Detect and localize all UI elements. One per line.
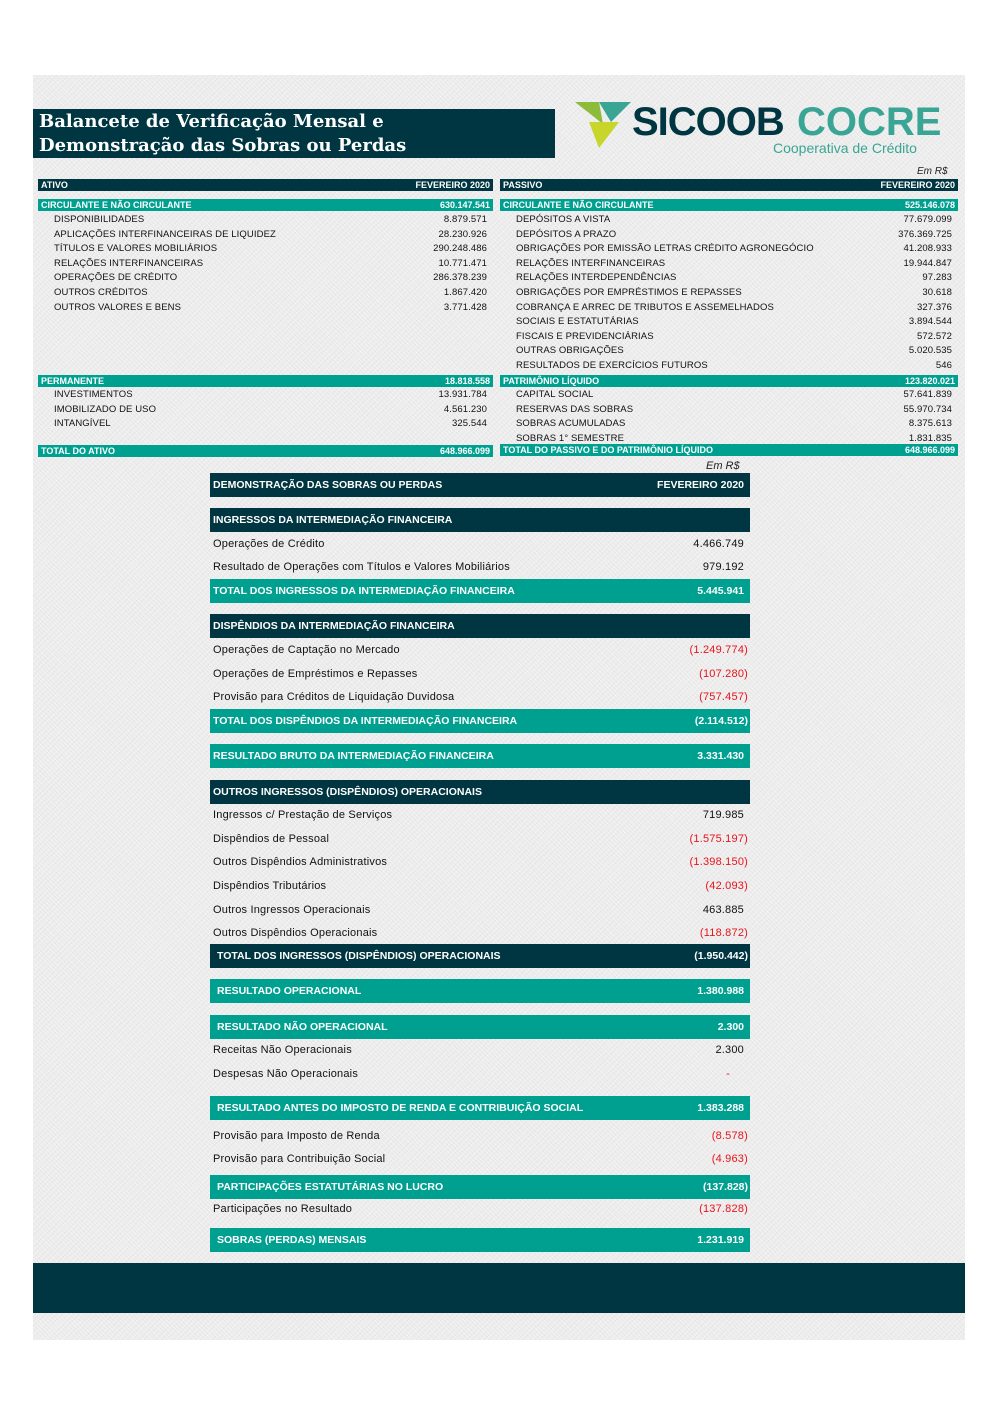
balance-line-item [516, 214, 952, 227]
item-label: SOCIAIS E ESTATUTÁRIAS [516, 316, 639, 328]
item-value: 30.618 [922, 287, 952, 298]
row-value: FEVEREIRO 2020 [657, 479, 744, 491]
balance-line-item [54, 302, 487, 315]
item-label: DEPÓSITOS A VISTA [516, 214, 611, 225]
balance-line-item [54, 258, 487, 271]
row-value: 4.466.749 [693, 538, 744, 550]
item-label: OUTROS CRÉDITOS [54, 287, 148, 298]
item-value: 55.970.734 [903, 403, 952, 415]
item-label: TÍTULOS E VALORES MOBILIÁRIOS [54, 243, 218, 255]
row-value: (2.114.512) [694, 715, 748, 727]
ativo-period: FEVEREIRO 2020 [415, 180, 490, 190]
item-label: RESULTADOS DE EXERCÍCIOS FUTUROS [516, 360, 708, 371]
row-label: TOTAL DOS INGRESSOS (DISPÊNDIOS) OPERACIONAIS [217, 950, 501, 962]
row-label: SOBRAS (PERDAS) MENSAIS [217, 1234, 367, 1246]
row-label: RESULTADO BRUTO DA INTERMEDIAÇÃO FINANCEIRA [213, 750, 494, 762]
dre-total-row [210, 744, 750, 768]
dre-line-item [210, 925, 750, 941]
balance-line-item [516, 360, 952, 373]
row-label: Provisão para Créditos de Liquidação Duvidosa [213, 691, 455, 703]
item-value: 5.020.535 [908, 345, 952, 357]
footer-band [33, 1263, 965, 1313]
dre-section-header [210, 780, 750, 804]
row-value: (137.828) [699, 1203, 748, 1215]
row-value: (8.578) [711, 1130, 748, 1142]
passivo-total [500, 444, 958, 456]
row-label: Receitas Não Operacionais [213, 1044, 352, 1056]
dre-line-item [210, 831, 750, 847]
row-value: (757.457) [699, 691, 748, 703]
row-value: (1.249.774) [689, 644, 748, 656]
row-label: Outros Ingressos Operacionais [213, 904, 371, 916]
item-value: 41.208.933 [903, 243, 952, 255]
dre-line-item [210, 854, 750, 870]
row-label: Operações de Empréstimos e Repasses [213, 668, 418, 680]
row-label: Dispêndios Tributários [213, 880, 327, 892]
row-value: 463.885 [702, 904, 744, 916]
section-value: 630.147.541 [439, 200, 490, 210]
balance-line-item [516, 258, 952, 271]
dre-line-item [210, 1151, 750, 1167]
item-label: OBRIGAÇÕES POR EMPRÉSTIMOS E REPASSES [516, 287, 742, 298]
item-label: INVESTIMENTOS [54, 389, 133, 400]
row-label: Operações de Captação no Mercado [213, 644, 400, 656]
currency-note-balance: Em R$ [917, 166, 948, 177]
balance-line-item [54, 214, 487, 227]
item-label: OUTROS VALORES E BENS [54, 301, 182, 313]
dre-line-item [210, 642, 750, 658]
row-value: 979.192 [702, 561, 744, 573]
item-value: 3.771.428 [443, 301, 487, 313]
balance-line-item [516, 389, 952, 402]
dre-line-item [210, 1128, 750, 1144]
section-label: CIRCULANTE E NÃO CIRCULANTE [41, 200, 192, 210]
row-value: 1.380.988 [697, 985, 744, 997]
dre-line-item [210, 689, 750, 705]
row-value: 2.300 [717, 1021, 744, 1033]
row-value: 1.231.919 [697, 1234, 744, 1246]
dre-line-item [210, 1066, 750, 1082]
row-value: - [726, 1068, 730, 1080]
item-label: CAPITAL SOCIAL [516, 389, 594, 400]
item-value: 19.944.847 [903, 257, 952, 269]
balance-line-item [516, 243, 952, 256]
dre-total-row [210, 1096, 750, 1120]
row-value: (137.828) [703, 1181, 748, 1193]
balance-line-item [516, 404, 952, 417]
title-line-1: Balancete de Verificação Mensal e [39, 111, 384, 132]
item-label: RELAÇÕES INTERDEPENDÊNCIAS [516, 272, 677, 284]
dre-section-header [210, 508, 750, 532]
row-label: TOTAL DOS INGRESSOS DA INTERMEDIAÇÃO FINANCEIRA [213, 585, 515, 597]
balance-line-item [54, 287, 487, 300]
row-label: Dispêndios de Pessoal [213, 833, 330, 845]
item-value: 3.894.544 [908, 316, 952, 328]
row-label: DEMONSTRAÇÃO DAS SOBRAS OU PERDAS [213, 479, 443, 491]
item-value: 376.369.725 [898, 228, 952, 240]
item-value: 28.230.926 [438, 228, 487, 240]
ativo-total [38, 445, 493, 457]
currency-note-dre: Em R$ [706, 460, 740, 472]
item-label: RELAÇÕES INTERFINANCEIRAS [516, 257, 666, 269]
section-value: 525.146.078 [904, 200, 955, 210]
total-value: 648.966.099 [439, 446, 490, 456]
item-value: 325.544 [451, 418, 487, 430]
row-value: 1.383.288 [697, 1102, 744, 1114]
item-value: 327.376 [916, 301, 952, 313]
dre-total-row [210, 979, 750, 1003]
dre-section-header [210, 473, 750, 497]
total-label: TOTAL DO ATIVO [41, 446, 115, 456]
row-value: (118.872) [699, 927, 748, 939]
row-label: RESULTADO NÃO OPERACIONAL [217, 1021, 388, 1033]
ativo-header-label: ATIVO [41, 180, 68, 190]
dre-line-item [210, 666, 750, 682]
row-label: RESULTADO OPERACIONAL [217, 985, 362, 997]
item-label: SOBRAS 1° SEMESTRE [516, 432, 625, 444]
dre-section-header [210, 944, 750, 968]
ativo-section-0 [38, 199, 493, 211]
dre-line-item [210, 878, 750, 894]
row-value: (42.093) [705, 880, 748, 892]
passivo-section-0 [500, 199, 958, 211]
row-label: Outros Dispêndios Administrativos [213, 856, 388, 868]
item-value: 4.561.230 [443, 403, 487, 415]
row-value: 2.300 [715, 1044, 744, 1056]
balance-line-item [54, 418, 487, 431]
row-label: Provisão para Imposto de Renda [213, 1130, 380, 1142]
item-value: 1.867.420 [443, 287, 487, 298]
passivo-section-1 [500, 375, 958, 387]
row-label: TOTAL DOS DISPÊNDIOS DA INTERMEDIAÇÃO FINANCEIRA [213, 715, 518, 727]
item-label: INTANGÍVEL [54, 418, 111, 430]
title-line-2: Demonstração das Sobras ou Perdas [39, 135, 407, 156]
ativo-section-1 [38, 375, 493, 387]
dre-line-item [210, 536, 750, 552]
row-label: Outros Dispêndios Operacionais [213, 927, 378, 939]
section-value: 123.820.021 [904, 376, 955, 386]
row-value: 3.331.430 [697, 750, 744, 762]
dre-line-item [210, 1201, 750, 1217]
row-value: 719.985 [702, 809, 744, 821]
dre-line-item [210, 559, 750, 575]
row-value: (4.963) [711, 1153, 748, 1165]
section-label: PERMANENTE [41, 376, 105, 386]
row-label: RESULTADO ANTES DO IMPOSTO DE RENDA E CONTRIBUIÇÃO SOCIAL [217, 1102, 584, 1114]
item-value: 1.831.835 [908, 432, 952, 444]
balance-line-item [516, 272, 952, 285]
section-label: PATRIMÔNIO LÍQUIDO [503, 376, 600, 386]
ativo-header [38, 179, 493, 191]
balance-line-item [516, 331, 952, 344]
section-label: CIRCULANTE E NÃO CIRCULANTE [503, 200, 654, 210]
item-label: COBRANÇA E ARREC DE TRIBUTOS E ASSEMELHADOS [516, 301, 774, 313]
dre-total-row [210, 1175, 750, 1199]
item-value: 57.641.839 [903, 389, 952, 400]
row-label: Participações no Resultado [213, 1203, 353, 1215]
row-value: (1.575.197) [689, 833, 748, 845]
row-label: PARTICIPAÇÕES ESTATUTÁRIAS NO LUCRO [217, 1181, 444, 1193]
balance-line-item [516, 287, 952, 300]
dre-section-header [210, 614, 750, 638]
item-value: 10.771.471 [438, 257, 487, 269]
item-label: RELAÇÕES INTERFINANCEIRAS [54, 257, 204, 269]
row-label: Resultado de Operações com Títulos e Valores Mobiliários [213, 561, 510, 573]
item-value: 572.572 [916, 330, 952, 342]
balance-line-item [516, 316, 952, 329]
dre-total-row [210, 579, 750, 603]
total-label: TOTAL DO PASSIVO E DO PATRIMÔNIO LÍQUIDO [503, 445, 714, 455]
logo-word-sicoob: SICOOB [632, 100, 784, 144]
dre-total-row [210, 709, 750, 733]
row-label: Operações de Crédito [213, 538, 325, 550]
balance-line-item [54, 272, 487, 285]
item-value: 77.679.099 [903, 214, 952, 225]
row-label: OUTROS INGRESSOS (DISPÊNDIOS) OPERACIONAIS [213, 786, 482, 798]
dre-line-item [210, 1042, 750, 1058]
passivo-header [500, 179, 958, 191]
item-label: OBRIGAÇÕES POR EMISSÃO LETRAS CRÉDITO AGRONEGÓCIO [516, 243, 814, 255]
sicoob-cocre-logo [575, 100, 945, 160]
section-value: 18.818.558 [444, 376, 490, 386]
item-label: SOBRAS ACUMULADAS [516, 418, 626, 430]
balance-line-item [54, 243, 487, 256]
row-value: 5.445.941 [697, 585, 744, 597]
logo-triangle-icon [575, 102, 631, 148]
item-value: 97.283 [922, 272, 952, 284]
total-value: 648.966.099 [904, 445, 955, 455]
item-label: OUTRAS OBRIGAÇÕES [516, 345, 624, 357]
item-value: 286.378.239 [433, 272, 487, 284]
balance-line-item [516, 345, 952, 358]
row-value: (1.950.442) [694, 950, 748, 962]
logo-subtitle: Cooperativa de Crédito [773, 140, 917, 156]
row-value: (107.280) [699, 668, 748, 680]
item-label: IMOBILIZADO DE USO [54, 403, 157, 415]
item-value: 8.375.613 [908, 418, 952, 430]
balance-line-item [516, 418, 952, 431]
row-label: Despesas Não Operacionais [213, 1068, 359, 1080]
item-label: FISCAIS E PREVIDENCIÁRIAS [516, 330, 654, 342]
item-label: APLICAÇÕES INTERFINANCEIRAS DE LIQUIDEZ [54, 228, 276, 240]
balance-line-item [516, 302, 952, 315]
row-label: DISPÊNDIOS DA INTERMEDIAÇÃO FINANCEIRA [213, 620, 455, 632]
balance-line-item [516, 229, 952, 242]
item-value: 546 [935, 360, 952, 371]
balance-line-item [54, 229, 487, 242]
balance-line-item [54, 389, 487, 402]
item-label: RESERVAS DAS SOBRAS [516, 403, 634, 415]
logo-word-cocre: COCRE [797, 100, 942, 144]
passivo-header-label: PASSIVO [503, 180, 543, 190]
item-label: OPERAÇÕES DE CRÉDITO [54, 272, 178, 284]
dre-total-row [210, 1228, 750, 1252]
dre-line-item [210, 902, 750, 918]
item-label: DISPONIBILIDADES [54, 214, 145, 225]
row-label: INGRESSOS DA INTERMEDIAÇÃO FINANCEIRA [213, 514, 453, 526]
item-label: DEPÓSITOS A PRAZO [516, 228, 617, 240]
dre-line-item [210, 807, 750, 823]
item-value: 13.931.784 [438, 389, 487, 400]
row-label: Provisão para Contribuição Social [213, 1153, 386, 1165]
passivo-period: FEVEREIRO 2020 [880, 180, 955, 190]
balance-line-item [54, 404, 487, 417]
item-value: 8.879.571 [443, 214, 487, 225]
row-value: (1.398.150) [689, 856, 748, 868]
item-value: 290.248.486 [433, 243, 487, 255]
row-label: Ingressos c/ Prestação de Serviços [213, 809, 393, 821]
dre-total-row [210, 1015, 750, 1039]
page-title [33, 109, 555, 158]
